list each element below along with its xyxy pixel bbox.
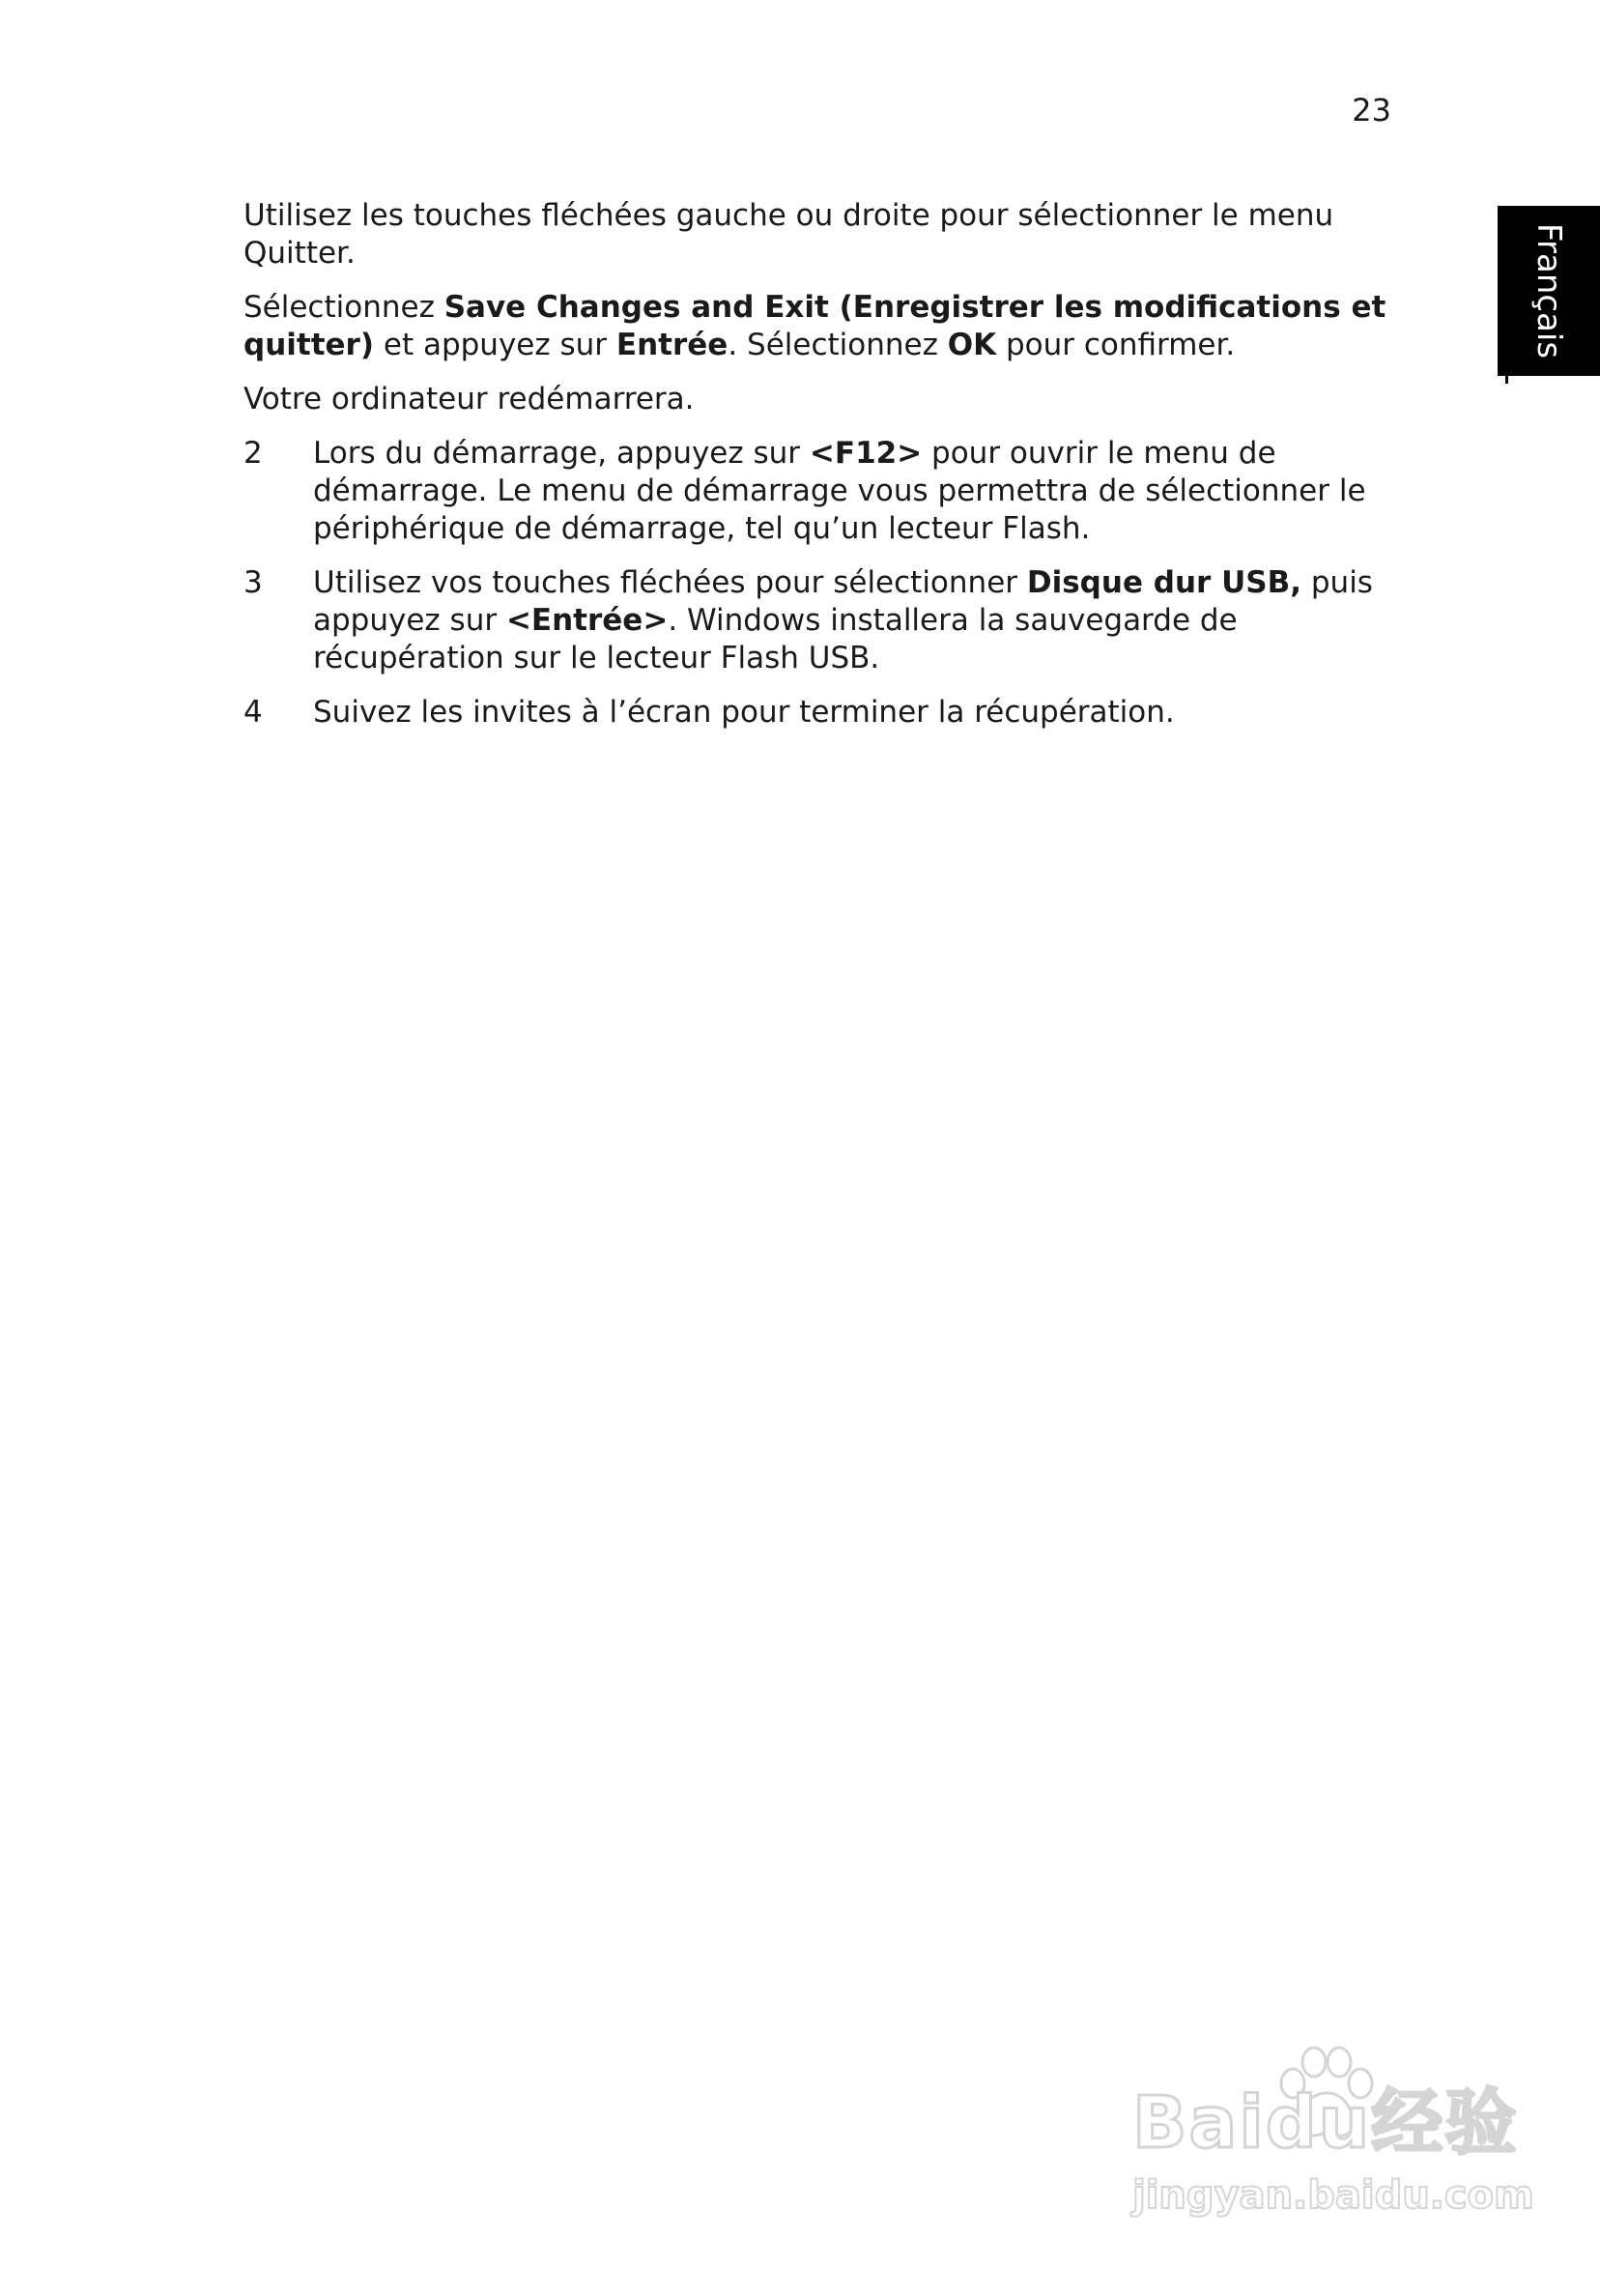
step-item bbox=[243, 564, 1393, 677]
bold-save-changes: Save Changes and Exit (Enregistrer les modifications et quitter) bbox=[243, 290, 1386, 362]
bold-usb-disk: Disque dur USB, bbox=[1026, 565, 1302, 600]
text-segment: . Windows installera la sauvegarde de récupération sur le lecteur Flash USB. bbox=[313, 603, 1238, 675]
watermark-logo-text: Baidu经验 bbox=[1132, 2081, 1519, 2165]
bold-f12-key: <F12> bbox=[809, 436, 923, 471]
step-number: 4 bbox=[243, 695, 263, 730]
language-tab-tick bbox=[1505, 376, 1508, 384]
paragraph-save-exit bbox=[243, 289, 1393, 364]
baidu-watermark bbox=[1130, 2045, 1534, 2238]
step-number: 2 bbox=[243, 436, 263, 471]
bold-entree-key: <Entrée> bbox=[505, 603, 669, 638]
text-segment: puis appuyez sur bbox=[313, 565, 1373, 638]
bold-ok: OK bbox=[947, 328, 997, 362]
text-segment: Utilisez vos touches fléchées pour sélectionner bbox=[313, 565, 1027, 600]
text-segment: et appuyez sur bbox=[374, 328, 616, 362]
document-body bbox=[243, 197, 1393, 748]
language-tab bbox=[1498, 206, 1600, 376]
step-number: 3 bbox=[243, 565, 263, 600]
text-segment: Sélectionnez bbox=[243, 290, 444, 325]
bold-entree: Entrée bbox=[615, 328, 729, 362]
text-segment: pour ouvrir le menu de démarrage. Le menu de démarrage vous permettra de sélectionner le périphérique de démarrage, tel qu’un lecteur Flash. bbox=[313, 436, 1366, 546]
watermark-url: jingyan.baidu.com bbox=[1132, 2173, 1534, 2218]
text-segment: Suivez les invites à l’écran pour terminer la récupération. bbox=[313, 695, 1175, 730]
step-item bbox=[243, 694, 1393, 732]
text-segment: . Sélectionnez bbox=[728, 328, 948, 362]
paragraph-restart: Votre ordinateur redémarrera. bbox=[243, 382, 695, 416]
text-segment: Lors du démarrage, appuyez sur bbox=[313, 436, 810, 471]
step-item bbox=[243, 435, 1393, 548]
text-segment: pour confirmer. bbox=[996, 328, 1236, 362]
page-number: 23 bbox=[1352, 92, 1391, 129]
language-tab-label: Français bbox=[1529, 222, 1568, 359]
paragraph-quit-menu: Utilisez les touches fléchées gauche ou droite pour sélectionner le menu Quitter. bbox=[243, 198, 1334, 271]
